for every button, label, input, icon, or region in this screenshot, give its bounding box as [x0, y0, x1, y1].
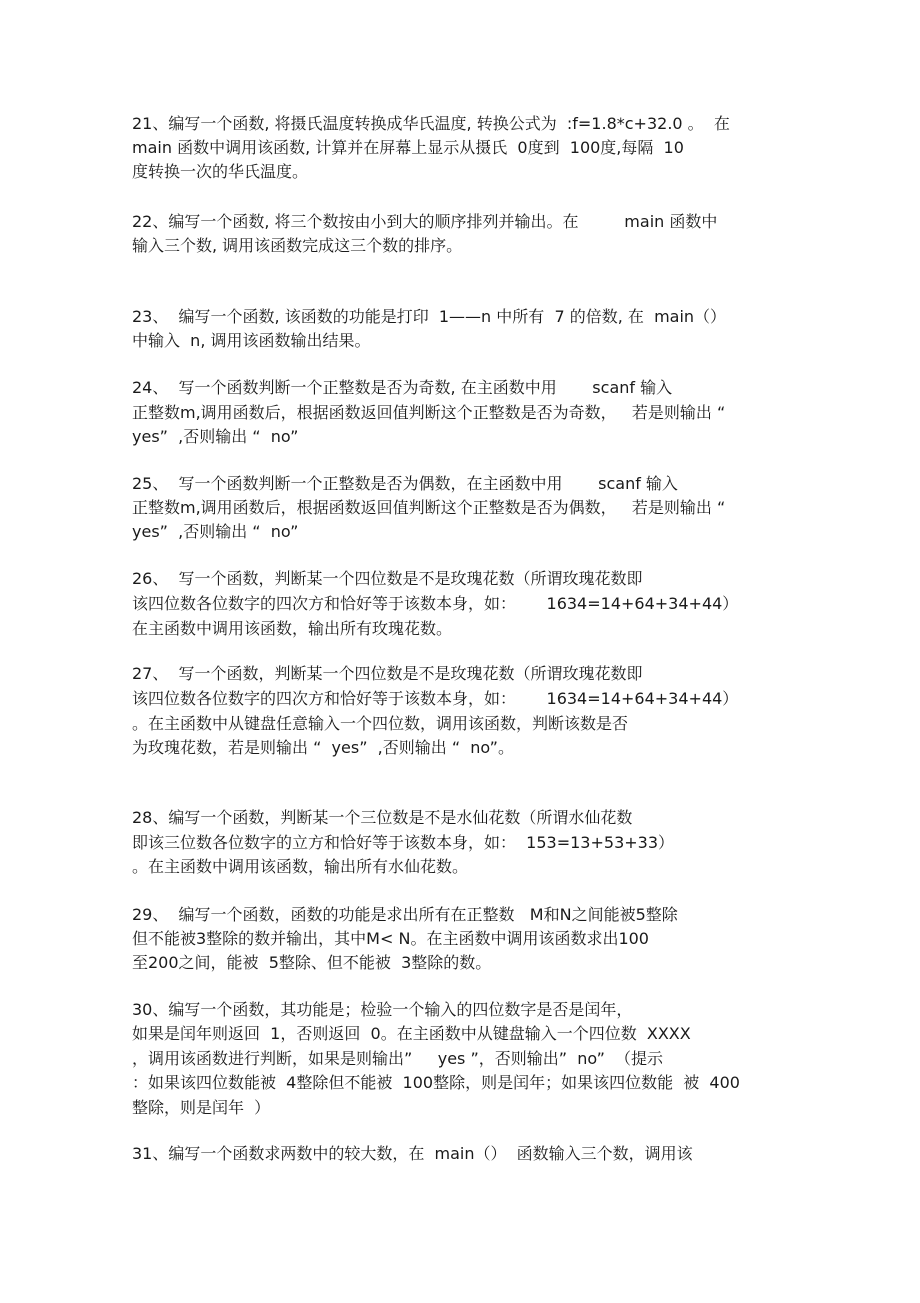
question-30-line-3: ，调用该函数进行判断，如果是则输出” yes ”，否则输出” no” （提示 — [132, 1049, 664, 1068]
question-24-line-1: 24、 写一个函数判断一个正整数是否为奇数, 在主函数中用 scanf 输入 — [132, 378, 673, 397]
question-21-line-3: 度转换一次的华氏温度。 — [132, 162, 309, 181]
question-29-line-3: 至200之间，能被 5整除、但不能被 3整除的数。 — [132, 953, 492, 972]
question-24-line-3: yes” ,否则输出 “ no” — [132, 427, 299, 446]
question-29-line-2: 但不能被3整除的数并输出，其中M< N。在主函数中调用该函数求出100 — [132, 929, 649, 948]
question-27-line-3: 。在主函数中从键盘任意输入一个四位数，调用该函数，判断该数是否 — [132, 714, 629, 733]
question-28-line-1: 28、编写一个函数，判断某一个三位数是不是水仙花数（所谓水仙花数 — [132, 808, 633, 827]
question-22-line-1: 22、编写一个函数, 将三个数按由小到大的顺序排列并输出。在 main 函数中 — [132, 212, 718, 231]
question-30-line-1: 30、编写一个函数，其功能是；检验一个输入的四位数字是否是闰年， — [132, 1000, 633, 1019]
question-28-line-3: 。在主函数中调用该函数，输出所有水仙花数。 — [132, 857, 469, 876]
question-21-line-1: 21、编写一个函数, 将摄氏温度转换成华氏温度, 转换公式为 :f=1.8*c+32.0 。 在 — [132, 114, 730, 133]
question-29-line-1: 29、 编写一个函数，函数的功能是求出所有在正整数 M和N之间能被5整除 — [132, 905, 678, 924]
question-23-line-2: 中输入 n, 调用该函数输出结果。 — [132, 331, 371, 350]
question-21-line-2: main 函数中调用该函数, 计算并在屏幕上显示从摄氏 0度到 100度,每隔 10 — [132, 138, 684, 157]
question-27-line-4: 为玫瑰花数，若是则输出 “ yes” ,否则输出 “ no”。 — [132, 738, 514, 757]
question-26-line-2: 该四位数各位数字的四次方和恰好等于该数本身，如： 1634=14+64+34+44） — [132, 594, 739, 613]
question-31-line-1: 31、编写一个函数求两数中的较大数，在 main（） 函数输入三个数，调用该 — [132, 1144, 693, 1163]
question-26-line-3: 在主函数中调用该函数，输出所有玫瑰花数。 — [132, 619, 453, 638]
question-27-line-1: 27、 写一个函数，判断某一个四位数是不是玫瑰花数（所谓玫瑰花数即 — [132, 664, 643, 683]
question-22-line-2: 输入三个数, 调用该函数完成这三个数的排序。 — [132, 236, 463, 255]
question-30-line-4: ：如果该四位数能被 4整除但不能被 100整除，则是闰年；如果该四位数能 被 400 — [132, 1073, 740, 1092]
question-25-line-1: 25、 写一个函数判断一个正整数是否为偶数，在主函数中用 scanf 输入 — [132, 474, 678, 493]
question-25-line-3: yes” ,否则输出 “ no” — [132, 522, 299, 541]
question-30-line-2: 如果是闰年则返回 1，否则返回 0。在主函数中从键盘输入一个四位数 XXXX — [132, 1024, 691, 1043]
question-24-line-2: 正整数m,调用函数后，根据函数返回值判断这个正整数是否为奇数， 若是则输出 “ — [132, 403, 726, 422]
question-27-line-2: 该四位数各位数字的四次方和恰好等于该数本身，如： 1634=14+64+34+44） — [132, 689, 739, 708]
question-30-line-5: 整除，则是闰年 ） — [132, 1098, 271, 1117]
question-23-line-1: 23、 编写一个函数, 该函数的功能是打印 1——n 中所有 7 的倍数, 在 main（） — [132, 307, 727, 326]
question-28-line-2: 即该三位数各位数字的立方和恰好等于该数本身，如： 153=13+53+33） — [132, 833, 675, 852]
question-26-line-1: 26、 写一个函数，判断某一个四位数是不是玫瑰花数（所谓玫瑰花数即 — [132, 569, 643, 588]
question-25-line-2: 正整数m,调用函数后，根据函数返回值判断这个正整数是否为偶数， 若是则输出 “ — [132, 498, 726, 517]
